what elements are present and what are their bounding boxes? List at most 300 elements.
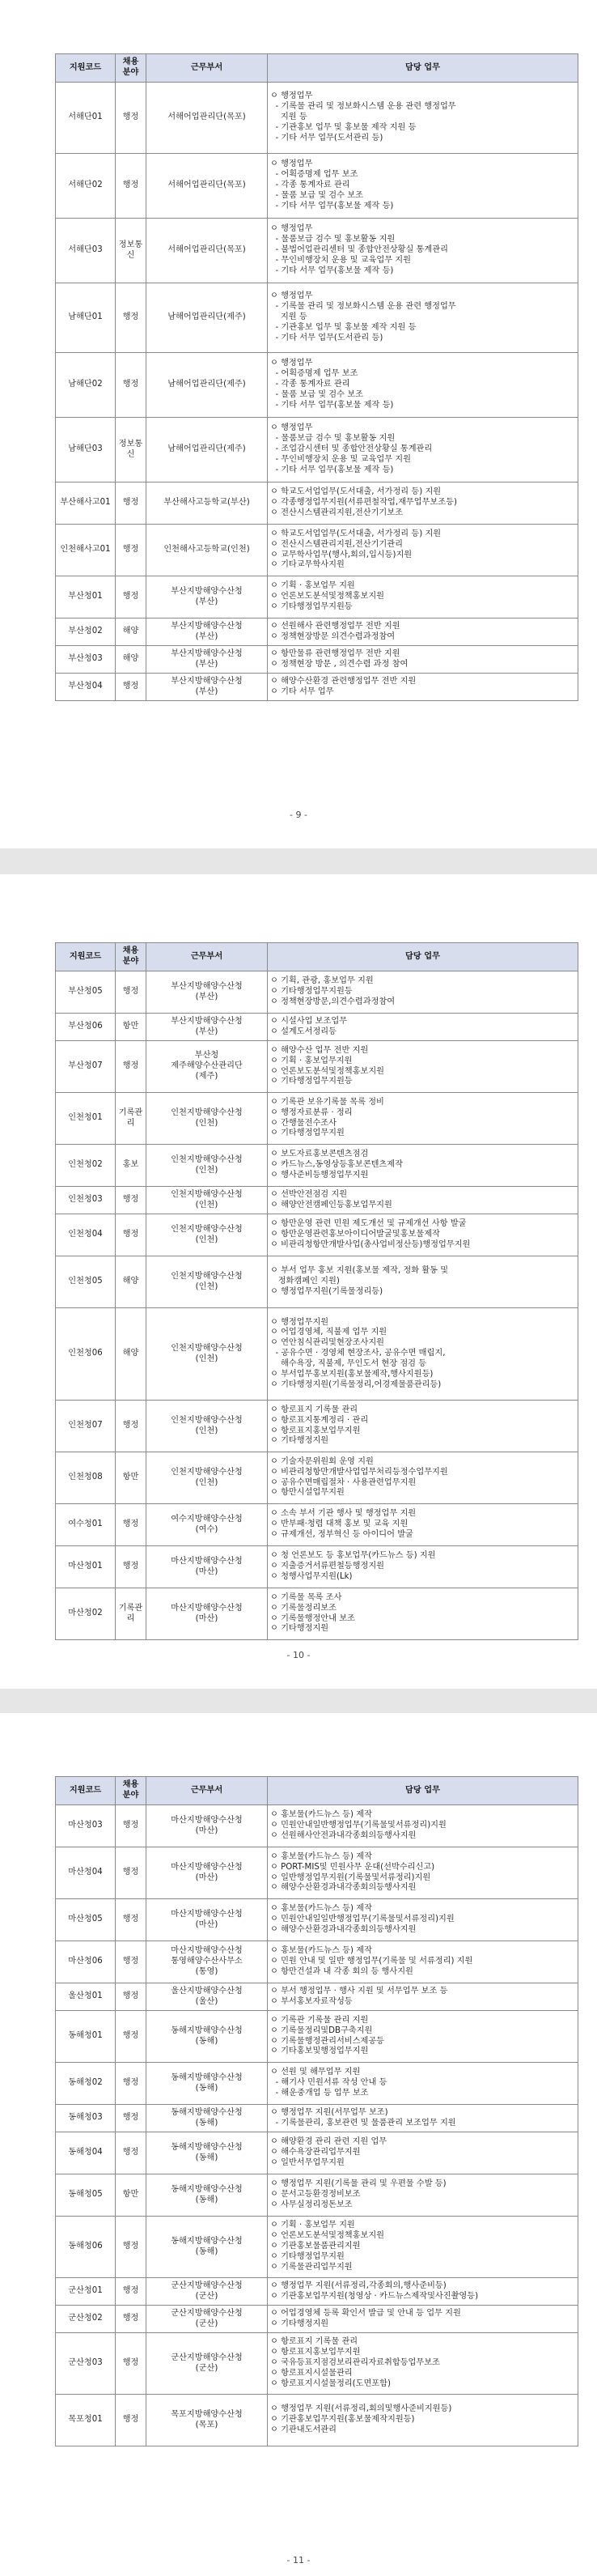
cell-code: 부산청04 [56, 674, 116, 701]
job-table [55, 942, 578, 1640]
cell-dept: 서해어업관리단(목포) [146, 83, 268, 154]
duty-line: ㅇ 행정업무 지원(서류정리,회의및행사준비지원등) [270, 2404, 452, 2414]
cell-duties [268, 1214, 578, 1256]
cell-field: 기록관리 [116, 1588, 146, 1640]
cell-duties [268, 1588, 578, 1640]
cell-dept: 마산지방해양수산청 통영해양수산사무소 (통영) [146, 1941, 268, 1983]
duty-line: ㅇ 민원안내일반행정업무(기록물및서류정리)지원 [270, 1821, 447, 1830]
cell-code: 군산청02 [56, 2306, 116, 2333]
cell-dept: 군산지방해양수산청 (군산) [146, 2306, 268, 2333]
duty-line: - 기타 서무 업무(도서관리 등) [270, 333, 383, 342]
duty-line: ㅇ 행정업무 [270, 359, 313, 368]
cell-code: 인천청02 [56, 1145, 116, 1187]
duty-line: ㅇ 기록물관리업무지원 [270, 2262, 353, 2272]
cell-duties [268, 646, 578, 674]
header-dept: 근무부서 [146, 1777, 268, 1805]
cell-field: 해양 [116, 1308, 146, 1401]
duty-line: ㅇ 행정자료분류 · 정리 [270, 1107, 353, 1117]
cell-duties [268, 2174, 578, 2217]
cell-dept: 남해어업관리단(제주) [146, 283, 268, 353]
duty-line: ㅇ 항만운영관련홍보아이디어발굴및홍보물제작 [270, 1230, 440, 1239]
cell-dept: 인천해사고등학교(인천) [146, 525, 268, 576]
cell-field: 정보통신 [116, 219, 146, 283]
duty-line: ㅇ 해양수산환경과내각종회의등행사지원 [270, 1883, 417, 1893]
cell-code: 인천청01 [56, 1093, 116, 1145]
duty-line: - 불법어업관리센터 및 종합안전상황실 통계관리 [270, 245, 448, 255]
duty-line: ㅇ 홍보물(카드뉴스 등) 제작 [270, 1851, 372, 1861]
cell-code: 부산청01 [56, 576, 116, 618]
cell-code: 서해단03 [56, 219, 116, 283]
table-row [56, 1401, 578, 1452]
cell-dept: 군산지방해양수산청 (군산) [146, 2278, 268, 2306]
cell-field: 행정 [116, 1847, 146, 1899]
duty-line: ㅇ 선박안전점검 지원 [270, 1189, 348, 1199]
page-number: - 11 - [286, 2555, 311, 2565]
duty-line: ㅇ 국유등표지점검보리관리자료취합등업무보조 [270, 2358, 440, 2368]
cell-field: 항만 [116, 1452, 146, 1504]
cell-dept: 남해어업관리단(제주) [146, 418, 268, 482]
duty-line: ㅇ 항로표지시설물정리(도면포함) [270, 2378, 391, 2388]
duty-line: ㅇ 해양안전캠페인등홍보업무지원 [270, 1200, 392, 1209]
duty-line: - 물품보급 검수 및 홍보활동 지원 [270, 235, 396, 244]
duty-line: ㅇ PORT-MIS및 민원사무 운대(선박수리신고) [270, 1862, 435, 1872]
cell-field: 행정 [116, 2105, 146, 2132]
duty-line: - 어획증명제 업무 보조 [270, 369, 358, 379]
duty-line: ㅇ 행정업무 [270, 291, 313, 301]
duty-line: - 기록물 관리 및 정보화시스템 운용 관련 행정업무 [270, 302, 456, 312]
cell-code: 마산청05 [56, 1899, 116, 1941]
duty-line: ㅇ 일반행정업무지원(기록물및서류정리)지원 [270, 1872, 431, 1882]
cell-code: 동해청05 [56, 2174, 116, 2217]
page-number: - 10 - [286, 1650, 311, 1660]
duty-line: ㅇ 기록물행정관리서비스제공등 [270, 2036, 385, 2046]
cell-duties [268, 2063, 578, 2105]
duty-line: ㅇ 민원 안내 및 일반 행정업무(기록물 및 서류정리) 지원 [270, 1957, 473, 1966]
table-row [56, 2217, 578, 2278]
table-row [56, 1899, 578, 1941]
duty-line: ㅇ 부서홍보자료작성등 [270, 1996, 353, 2006]
duty-line: ㅇ 기록물행정안내 보조 [270, 1613, 355, 1623]
cell-duties [268, 154, 578, 219]
cell-code: 인천청05 [56, 1256, 116, 1308]
duty-line: ㅇ 행정업무 [270, 224, 313, 234]
cell-code: 목포청01 [56, 2395, 116, 2446]
cell-duties [268, 1847, 578, 1899]
cell-code: 마산청04 [56, 1847, 116, 1899]
cell-field: 행정 [116, 2132, 146, 2174]
duty-line: ㅇ 선원해사 관련행정업무 전반 지원 [270, 621, 400, 631]
duty-line: ㅇ 기관홍보업무지원(청영상 · 카드뉴스제작및사진촬영등) [270, 2291, 479, 2301]
duty-line: - 어획증명제 업무 보조 [270, 170, 358, 180]
duty-line: ㅇ 지출증거서류편철등행정지원 [270, 1562, 385, 1571]
header-duties: 담당 업무 [268, 943, 578, 971]
cell-field: 행정 [116, 1983, 146, 2011]
cell-field: 해양 [116, 646, 146, 674]
duty-line: - 무인비행장치 운용 및 교육업무 지원 [270, 255, 411, 265]
header-duties: 담당 업무 [268, 1777, 578, 1805]
cell-dept: 동해지방해양수산청 (동해) [146, 2217, 268, 2278]
duty-line: ㅇ 행정업무 지원(서무업무 보조) [270, 2107, 388, 2117]
duty-line: ㅇ 각종행정업무지원(서류편철작업,재무업무보조등) [270, 498, 457, 508]
cell-code: 인천청06 [56, 1308, 116, 1401]
duty-line: ㅇ 행정업무 [270, 91, 313, 101]
duty-line: ㅇ 해수욕장관리업무지원 [270, 2148, 361, 2157]
cell-code: 서해단01 [56, 83, 116, 154]
table-row [56, 618, 578, 646]
cell-field: 행정 [116, 576, 146, 618]
duty-line: ㅇ 기술자문위원회 운영 지원 [270, 1456, 374, 1466]
cell-duties [268, 1504, 578, 1546]
duty-line: 지원 등 [270, 113, 307, 122]
duty-line: ㅇ 해양환경 관리 관련 지원 업무 [270, 2137, 387, 2147]
duty-line: - 기타 서무 업무(도서관리 등) [270, 133, 383, 142]
table-row [56, 1014, 578, 1041]
cell-dept: 울산지방해양수산청 (울산) [146, 1983, 268, 2011]
cell-code: 동해청06 [56, 2217, 116, 2278]
cell-code: 부산청07 [56, 1041, 116, 1093]
header-dept: 근무부서 [146, 943, 268, 971]
cell-dept: 인천지방해양수산청 (인천) [146, 1187, 268, 1214]
duty-line: ㅇ 항로표지 기록물 관리 [270, 1405, 358, 1414]
table-row [56, 1214, 578, 1256]
cell-code: 부산청05 [56, 971, 116, 1014]
duty-line: ㅇ 기타행정업무지원 [270, 1129, 345, 1138]
duty-line: ㅇ 청행사업무지원(Lk) [270, 1571, 353, 1581]
cell-code: 부산해사고01 [56, 482, 116, 525]
cell-field: 행정 [116, 83, 146, 154]
duty-line: ㅇ 기획 · 홍보업무지원 [270, 1056, 353, 1065]
duty-line: ㅇ 교무학사업무(행사,회의,입시등)지원 [270, 550, 413, 559]
cell-code: 동해청01 [56, 2011, 116, 2063]
cell-duties [268, 576, 578, 618]
cell-code: 인천해사고01 [56, 525, 116, 576]
duty-line: ㅇ 해양수산 업무 전반 지원 [270, 1045, 369, 1055]
table-header-row [56, 943, 578, 971]
table-row [56, 1805, 578, 1847]
cell-dept: 동해지방해양수산청 (동해) [146, 2011, 268, 2063]
duty-line: - 공유수면 · 경영체 현장조사, 공유수면 매립지, [270, 1349, 446, 1358]
duty-line: ㅇ 소속 부서 기관 행사 및 행정업무 지원 [270, 1509, 417, 1519]
duty-line: - 물품 보급 및 검수 보조 [270, 190, 363, 200]
document-page [0, 1713, 597, 2576]
cell-field: 기록관리 [116, 1093, 146, 1145]
cell-field: 행정 [116, 1214, 146, 1256]
cell-field: 행정 [116, 2333, 146, 2395]
cell-code: 마산청06 [56, 1941, 116, 1983]
duty-line: ㅇ 공유수면매립절차 · 사용관련업무지원 [270, 1477, 417, 1487]
cell-duties [268, 482, 578, 525]
table-header-row [56, 54, 578, 83]
duty-line: ㅇ 언론보도분석및정책홍보지원 [270, 592, 385, 601]
cell-dept: 부산지방해양수산청 (부산) [146, 971, 268, 1014]
header-field: 채용 분야 [116, 943, 146, 971]
duty-line: ㅇ 기록물 목록 조사 [270, 1592, 342, 1602]
cell-duties [268, 1899, 578, 1941]
cell-dept: 서해어업관리단(목포) [146, 219, 268, 283]
cell-duties [268, 1401, 578, 1452]
cell-dept: 부산지방해양수산청 (부산) [146, 646, 268, 674]
table-row [56, 971, 578, 1014]
duty-line: ㅇ 기관홍보업무지원(홍보물제작지원등) [270, 2415, 415, 2425]
cell-code: 서해단02 [56, 154, 116, 219]
header-code: 지원코드 [56, 1777, 116, 1805]
duty-line: ㅇ 학교도서업업무(도서대출, 서가정리 등) 지원 [270, 529, 442, 538]
table-row [56, 576, 578, 618]
cell-duties [268, 1805, 578, 1847]
duty-line: ㅇ 선원해사안전과내각종회의등행사지원 [270, 1830, 417, 1840]
table-row [56, 2011, 578, 2063]
duty-line: ㅇ 일반서무업무지원 [270, 2157, 345, 2167]
cell-duties [268, 2011, 578, 2063]
duty-line: - 기타 서무 업무(홍보물 제작 등) [270, 400, 394, 410]
cell-duties [268, 971, 578, 1014]
cell-code: 울산청01 [56, 1983, 116, 2011]
duty-line: ㅇ 항로표지홍보업무지원 [270, 1426, 361, 1435]
table-row [56, 1093, 578, 1145]
cell-duties [268, 1145, 578, 1187]
document-page [0, 874, 597, 1689]
cell-code: 여수청01 [56, 1504, 116, 1546]
cell-dept: 남해어업관리단(제주) [146, 353, 268, 418]
duty-line: ㅇ 항로표지통계정리 · 관리 [270, 1415, 369, 1425]
table-row [56, 418, 578, 482]
duty-line: ㅇ 기타교무학사지원 [270, 560, 345, 570]
duty-line: ㅇ 항로표지 기록물 관리 [270, 2337, 358, 2347]
cell-dept: 부산해사고등학교(부산) [146, 482, 268, 525]
cell-field: 행정 [116, 1805, 146, 1847]
cell-dept: 동해지방해양수산청 (동해) [146, 2063, 268, 2105]
duty-line: ㅇ 언론보도분석및정책홍보지원 [270, 1066, 385, 1076]
cell-dept: 인천지방해양수산청 (인천) [146, 1401, 268, 1452]
duty-line: ㅇ 사무실정리정돈보조 [270, 2200, 353, 2209]
duty-line: - 기타 서무 업무(홍보물 제작 등) [270, 266, 394, 275]
cell-duties [268, 674, 578, 701]
duty-line: ㅇ 설계도서정리등 [270, 1027, 337, 1036]
table-row [56, 1941, 578, 1983]
duty-line: ㅇ 항만시설업무지원 [270, 1488, 345, 1498]
duty-line: ㅇ 카드뉴스,동영상등홍보콘텐츠제작 [270, 1160, 403, 1170]
duty-line: ㅇ 항만운영 관련 민원 제도개선 및 규제개선 사항 발굴 [270, 1219, 467, 1229]
duty-line: ㅇ 기록물정리및DB구축지원 [270, 2026, 373, 2035]
duty-line: - 각종 통계자료 관리 [270, 380, 350, 389]
duty-line: ㅇ 기타행정지원 [270, 2319, 329, 2328]
cell-duties [268, 1452, 578, 1504]
duty-line: ㅇ 부서 행정업무 · 행사 지원 및 서무업무 보조 등 [270, 1986, 448, 1996]
table-row [56, 674, 578, 701]
duty-line: ㅇ 간행물전수조사 [270, 1118, 337, 1128]
duty-line: ㅇ 비관리청항만개발사업(총사업비정산등)행정업무지원 [270, 1239, 471, 1249]
table-row [56, 1588, 578, 1640]
cell-dept: 군산지방해양수산청 (군산) [146, 2333, 268, 2395]
duty-line: ㅇ 해양수산환경 관련행정업무 전반 지원 [270, 676, 417, 686]
cell-duties [268, 353, 578, 418]
table-row [56, 482, 578, 525]
table-row [56, 2333, 578, 2395]
cell-code: 동해청04 [56, 2132, 116, 2174]
table-row [56, 219, 578, 283]
cell-code: 군산청01 [56, 2278, 116, 2306]
cell-dept: 마산지방해양수산청 (마산) [146, 1546, 268, 1588]
cell-duties [268, 2217, 578, 2278]
table-row [56, 2306, 578, 2333]
cell-dept: 마산지방해양수산청 (마산) [146, 1805, 268, 1847]
duty-line: - 기관홍보 업무 및 홍보물 제작 지원 등 [270, 122, 417, 132]
duty-line: ㅇ 문서고등환경정비보조 [270, 2190, 361, 2200]
duty-line: ㅇ 기획 · 홍보업무 지원 [270, 2221, 355, 2230]
duty-line: ㅇ 언론보도분석및정책홍보지원 [270, 2231, 385, 2241]
header-duties: 담당 업무 [268, 54, 578, 83]
duty-line: - 조업감시센터 및 종합안전상황실 통계관리 [270, 444, 433, 454]
cell-duties [268, 2306, 578, 2333]
duty-line: - 기타 서무 업무(홍보물 제작 등) [270, 201, 394, 210]
table-row [56, 1504, 578, 1546]
cell-code: 인천청04 [56, 1214, 116, 1256]
duty-line: ㅇ 전산시스템관리지원,전산기기보조 [270, 508, 403, 517]
table-row [56, 353, 578, 418]
header-code: 지원코드 [56, 54, 116, 83]
cell-field: 행정 [116, 1401, 146, 1452]
cell-dept: 동해지방해양수산청 (동해) [146, 2132, 268, 2174]
cell-code: 남해단02 [56, 353, 116, 418]
cell-field: 정보통신 [116, 418, 146, 482]
table-row [56, 154, 578, 219]
duty-line: ㅇ 행정업무 [270, 423, 313, 433]
duty-line: ㅇ 학교도서업업무(도서대출, 서가정리 등) 지원 [270, 487, 442, 497]
cell-code: 마산청02 [56, 1588, 116, 1640]
cell-field: 행정 [116, 353, 146, 418]
duty-line: ㅇ 기타홍보및행정업무지원 [270, 2047, 369, 2056]
duty-line: - 물품 보급 및 검수 보조 [270, 389, 363, 399]
cell-code: 인천청07 [56, 1401, 116, 1452]
duty-line: ㅇ 기록관 기록물 관리 지원 [270, 2015, 369, 2025]
duty-line: ㅇ 비관리청항만개발사업업무처리등정수업무지원 [270, 1467, 448, 1477]
table-row [56, 646, 578, 674]
cell-field: 행정 [116, 2395, 146, 2446]
duty-line: ㅇ 기타행정업무지원등 [270, 1077, 353, 1086]
cell-field: 행정 [116, 1899, 146, 1941]
duty-line: ㅇ 청 언론보도 등 홍보업무(카드뉴스 등) 지원 [270, 1551, 436, 1561]
cell-dept: 부산지방해양수산청 (부산) [146, 618, 268, 646]
table-row [56, 2063, 578, 2105]
table-row [56, 283, 578, 353]
cell-duties [268, 2278, 578, 2306]
duty-line: ㅇ 기타행정업무지원등 [270, 601, 353, 611]
table-row [56, 2174, 578, 2217]
duty-line: ㅇ 전산시스템관리지원,전산기기관리 [270, 539, 403, 549]
duty-line: ㅇ 해양수산환경과내각종회의등행사지원 [270, 1924, 417, 1934]
cell-duties [268, 283, 578, 353]
duty-line: ㅇ 기획, 관광, 홍보업무 지원 [270, 976, 374, 986]
cell-dept: 마산지방해양수산청 (마산) [146, 1588, 268, 1640]
cell-field: 행정 [116, 2217, 146, 2278]
duty-line: ㅇ 어업경영체 등록 확인서 발급 및 안내 등 업무 지원 [270, 2308, 461, 2318]
duty-line: ㅇ 항만건설과 내 각종 회의 등 행사지원 [270, 1966, 413, 1976]
duty-line: - 기관홍보 업무 및 홍보물 제작 지원 등 [270, 322, 417, 332]
table-row [56, 2278, 578, 2306]
table-row [56, 1145, 578, 1187]
duty-line: - 물품보급 검수 및 홍보활동 지원 [270, 434, 396, 444]
cell-field: 행정 [116, 283, 146, 353]
cell-dept: 부산청 제주해양수산관리단 (제주) [146, 1041, 268, 1093]
duty-line: ㅇ 기록관 보유기록물 목록 정비 [270, 1097, 384, 1107]
duty-line: ㅇ 기타행정지원 [270, 1436, 329, 1446]
duty-line: ㅇ 항로표지시설물관리 [270, 2368, 353, 2378]
duty-line: ㅇ 기타행정지원(기록물정리,어경제물품관리등) [270, 1379, 442, 1389]
cell-field: 행정 [116, 1546, 146, 1588]
duty-line: ㅇ 규제개선, 정부혁신 등 아이디어 발굴 [270, 1529, 413, 1539]
cell-dept: 부산지방해양수산청 (부산) [146, 1014, 268, 1041]
cell-field: 행정 [116, 1187, 146, 1214]
header-code: 지원코드 [56, 943, 116, 971]
cell-field: 행정 [116, 1941, 146, 1983]
duty-line: ㅇ 행정업무 지원(서류정리,각종회의,행사준비등) [270, 2281, 447, 2290]
duty-line: ㅇ 행정업무지원(기록물정리등) [270, 1286, 383, 1296]
duty-line: ㅇ 행정업무 [270, 159, 313, 169]
cell-code: 부산청06 [56, 1014, 116, 1041]
cell-dept: 서해어업관리단(목포) [146, 154, 268, 219]
cell-code: 남해단01 [56, 283, 116, 353]
cell-duties [268, 2333, 578, 2395]
cell-duties [268, 1041, 578, 1093]
cell-field: 행정 [116, 1504, 146, 1546]
table-row [56, 1452, 578, 1504]
cell-duties [268, 1941, 578, 1983]
cell-field: 해양 [116, 1256, 146, 1308]
duty-line: - 해기사 민원서류 작성 안내 등 [270, 2078, 387, 2088]
table-row [56, 1187, 578, 1214]
duty-line: ㅇ 부서 업무 홍보 지원(홍보물 제작, 정화 활동 및 [270, 1266, 449, 1276]
duty-line: - 기타 서무 업무(홍보물 제작 등) [270, 465, 394, 474]
cell-dept: 목포지방해양수산청 (목포) [146, 2395, 268, 2446]
cell-duties [268, 2105, 578, 2132]
cell-field: 항만 [116, 2174, 146, 2217]
cell-duties [268, 1093, 578, 1145]
table-row [56, 1847, 578, 1899]
header-field: 채용 분야 [116, 1777, 146, 1805]
duty-line: ㅇ 부서업무홍보지원(홍보물제작,행사지원등) [270, 1369, 434, 1379]
cell-field: 행정 [116, 2011, 146, 2063]
duty-line: ㅇ 홍보물(카드뉴스 등) 제작 [270, 1904, 372, 1914]
table-row [56, 1041, 578, 1093]
duty-line: ㅇ 시설사업 보조업무 [270, 1016, 348, 1026]
cell-dept: 부산지방해양수산청 (부산) [146, 674, 268, 701]
cell-dept: 인천지방해양수산청 (인천) [146, 1093, 268, 1145]
cell-code: 부산청03 [56, 646, 116, 674]
duty-line: ㅇ 행사준비등행정업무지원 [270, 1170, 369, 1180]
job-table [55, 53, 578, 701]
duty-line: ㅇ 행정업무 지원(기록물 관리 및 우편물 수발 등) [270, 2179, 447, 2189]
cell-duties [268, 1308, 578, 1401]
cell-dept: 여수지방해양수산청 (여수) [146, 1504, 268, 1546]
job-table [55, 1776, 578, 2446]
duty-line: ㅇ 행정업무지원 [270, 1317, 329, 1327]
duty-line: ㅇ 정책현장방문,의견수렴과정참여 [270, 997, 396, 1006]
cell-duties [268, 1546, 578, 1588]
duty-line: ㅇ 기관내도서관리 [270, 2425, 337, 2434]
header-dept: 근무부서 [146, 54, 268, 83]
cell-dept: 인천지방해양수산청 (인천) [146, 1214, 268, 1256]
cell-field: 행정 [116, 1041, 146, 1093]
duty-line: ㅇ 연안침식관리및현장조사지원 [270, 1338, 385, 1348]
table-row [56, 2105, 578, 2132]
duty-line: 지원 등 [270, 312, 307, 322]
duty-line: - 해운중개업 등 업무 보조 [270, 2088, 369, 2098]
duty-line: ㅇ 기관홍보물품관리지원 [270, 2242, 361, 2251]
duty-line: ㅇ 홍보물(카드뉴스 등) 제작 [270, 1810, 372, 1820]
table-row [56, 1256, 578, 1308]
cell-code: 부산청02 [56, 618, 116, 646]
table-header-row [56, 1777, 578, 1805]
